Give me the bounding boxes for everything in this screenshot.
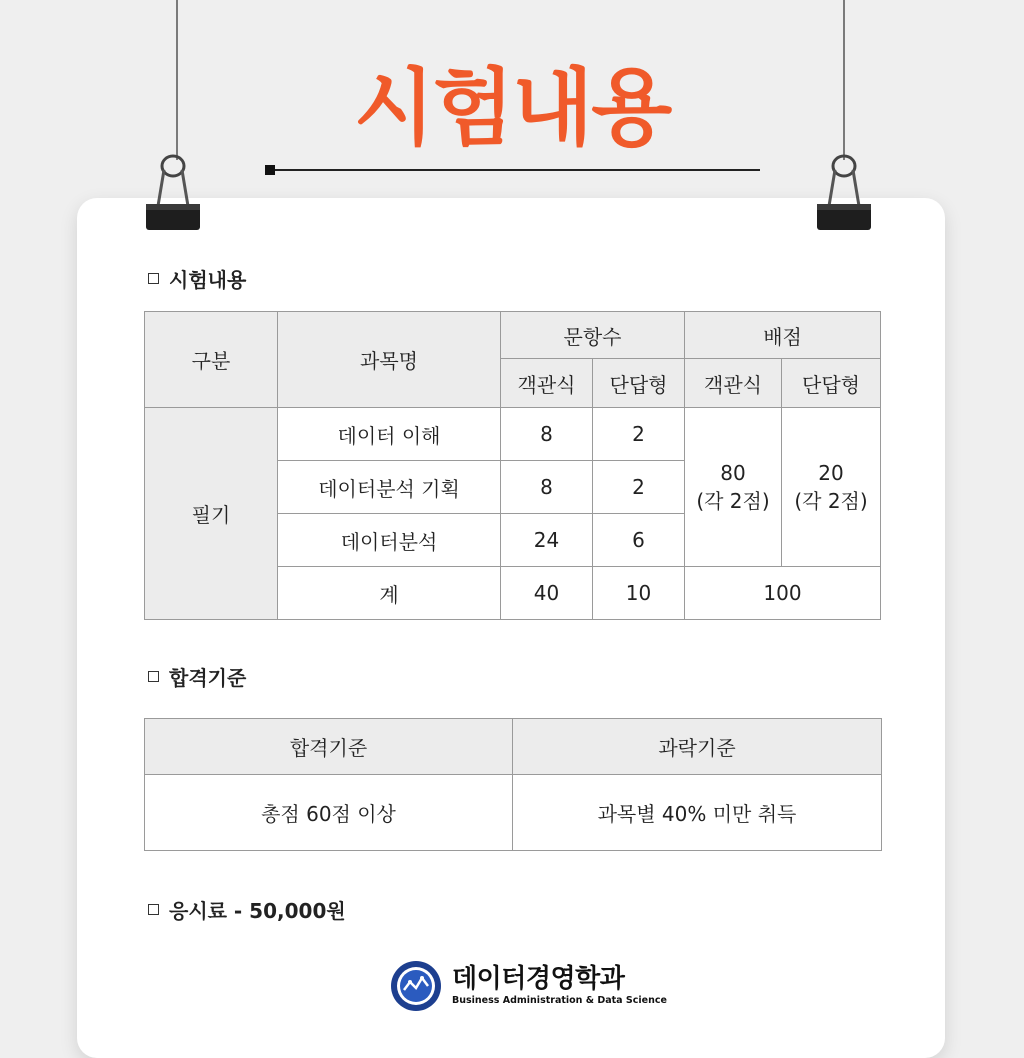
logo-subtitle: Business Administration & Data Science bbox=[452, 995, 667, 1006]
section-heading-pass-criteria: 합격기준 bbox=[148, 662, 246, 691]
short-count-cell: 6 bbox=[593, 514, 685, 567]
pass-value-cell: 총점 60점 이상 bbox=[145, 775, 513, 851]
department-logo bbox=[390, 960, 667, 1012]
university-seal-icon bbox=[390, 960, 442, 1012]
subject-cell: 데이터 이해 bbox=[278, 408, 501, 461]
short-count-cell: 2 bbox=[593, 408, 685, 461]
section-heading-exam-content: 시험내용 bbox=[148, 264, 246, 293]
header-points-short: 단답형 bbox=[782, 359, 881, 408]
section-heading-exam-fee: 응시료 - 50,000원 bbox=[148, 895, 346, 924]
exam-content-table bbox=[144, 311, 881, 620]
binder-clip-icon bbox=[144, 152, 202, 232]
total-points-cell: 100 bbox=[685, 567, 881, 620]
category-cell: 필기 bbox=[145, 408, 278, 620]
header-questions-short: 단답형 bbox=[593, 359, 685, 408]
short-count-cell: 2 bbox=[593, 461, 685, 514]
header-questions-mc: 객관식 bbox=[501, 359, 593, 408]
subject-cell: 데이터분석 bbox=[278, 514, 501, 567]
title-underline bbox=[268, 169, 760, 171]
mc-count-cell: 8 bbox=[501, 408, 593, 461]
header-questions: 문항수 bbox=[501, 312, 685, 359]
subject-cell: 데이터분석 기획 bbox=[278, 461, 501, 514]
header-points-mc: 객관식 bbox=[685, 359, 782, 408]
checkbox-square-icon bbox=[148, 671, 159, 682]
mc-count-cell: 8 bbox=[501, 461, 593, 514]
header-pass: 합격기준 bbox=[145, 719, 513, 775]
total-label-cell: 계 bbox=[278, 567, 501, 620]
title-underline-dot bbox=[265, 165, 275, 175]
fail-value-cell: 과목별 40% 미만 취득 bbox=[513, 775, 882, 851]
total-mc-cell: 40 bbox=[501, 567, 593, 620]
total-short-cell: 10 bbox=[593, 567, 685, 620]
table-row bbox=[145, 408, 881, 461]
header-points: 배점 bbox=[685, 312, 881, 359]
points-mc-cell: 80 (각 2점) bbox=[685, 408, 782, 567]
page-title: 시험내용 bbox=[353, 59, 671, 157]
logo-name: 데이터경영학과 bbox=[452, 964, 625, 994]
logo-text bbox=[452, 966, 667, 1006]
points-short-cell: 20 (각 2점) bbox=[782, 408, 881, 567]
mc-count-cell: 24 bbox=[501, 514, 593, 567]
checkbox-square-icon bbox=[148, 904, 159, 915]
pass-criteria-table bbox=[144, 718, 882, 851]
header-fail: 과락기준 bbox=[513, 719, 882, 775]
header-subject: 과목명 bbox=[278, 312, 501, 408]
binder-clip-icon bbox=[815, 152, 873, 232]
checkbox-square-icon bbox=[148, 273, 159, 284]
header-category: 구분 bbox=[145, 312, 278, 408]
